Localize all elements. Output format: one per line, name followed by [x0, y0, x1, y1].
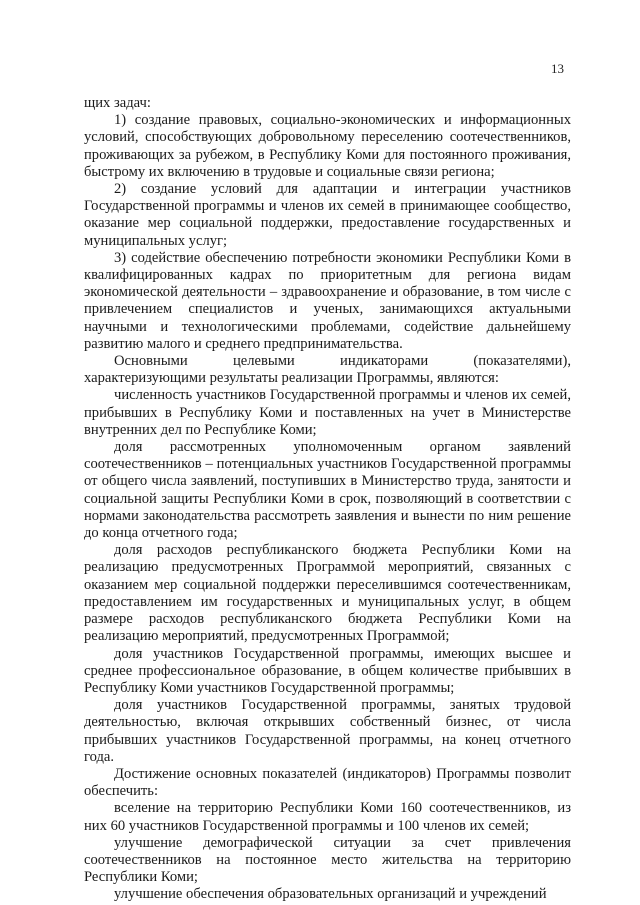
outcome-item: вселение на территорию Республики Коми 160 соотечественников, из них 60 участников Государственной программы и 100 членов их семей;	[84, 800, 571, 834]
indicator-item: доля рассмотренных уполномоченным органом заявлений соотечественников – потенциальных участников Государственной программы от общего числа заявлений, поступивших в Министерство труда, занятости и социальной защиты Республики Коми в срок, позволяющий в соответствии с нормами законодательства рассмотреть заявления и вынести по ним решение до конца отчетного года;	[84, 439, 571, 542]
outcome-item: улучшение обеспечения образовательных организаций и учреждений	[114, 886, 547, 903]
indicator-item: доля участников Государственной программы, занятых трудовой деятельностью, включая открывших собственный бизнес, от числа прибывших участников Государственной программы, на конец отчетного года.	[84, 697, 571, 765]
indicator-item: численность участников Государственной программы и членов их семей, прибывших в Республику Коми и поставленных на учет в Министерстве внутренних дел по Республике Коми;	[84, 387, 571, 438]
outcomes-intro: Достижение основных показателей (индикаторов) Программы позволит обеспечить:	[84, 765, 571, 800]
page-number: 13	[551, 61, 564, 76]
task-item-3: 3) содействие обеспечению потребности экономики Республики Коми в квалифицированных кадрах по приоритетным для региона видам экономической деятельности – здравоохранение и образование, в том числе с привлечением специалистов и ученых, занимающихся актуальными научными и технологическими проблемами, содействие дальнейшему развитию малого и среднего предпринимательства.	[84, 249, 571, 352]
task-item-2: 2) создание условий для адаптации и интеграции участников Государственной программы и членов их семей в принимающее сообщество, оказание мер социальной поддержки, предоставление государственных и муниципальных услуг;	[84, 181, 571, 249]
task-item-1: 1) создание правовых, социально-экономических и информационных условий, способствующих добровольному переселению соотечественников, проживающих за рубежом, в Республику Коми для постоянного проживания, быстрому их включению в трудовые и социальные связи региона;	[84, 112, 571, 180]
document-body	[84, 95, 571, 904]
paragraph-continuation: щих задач:	[84, 95, 151, 111]
indicator-item: доля расходов республиканского бюджета Республики Коми на реализацию предусмотренных Программой мероприятий, связанных с оказанием мер социальной поддержки переселившимся соотечественникам, предоставлением им государственных и муниципальных услуг, в общем размере расходов республиканского бюджета Республики Коми на реализацию мероприятий, предусмотренных Программой;	[84, 542, 571, 645]
indicators-intro: Основными целевыми индикаторами (показателями), характеризующими результаты реализации Программы, являются:	[84, 353, 571, 387]
outcome-item: улучшение демографической ситуации за счет привлечения соотечественников на постоянное место жительства на территорию Республики Коми;	[84, 834, 571, 886]
indicator-item: доля участников Государственной программы, имеющих высшее и среднее профессиональное образование, в общем количестве прибывших в Республику Коми участников Государственной программы;	[84, 645, 571, 696]
